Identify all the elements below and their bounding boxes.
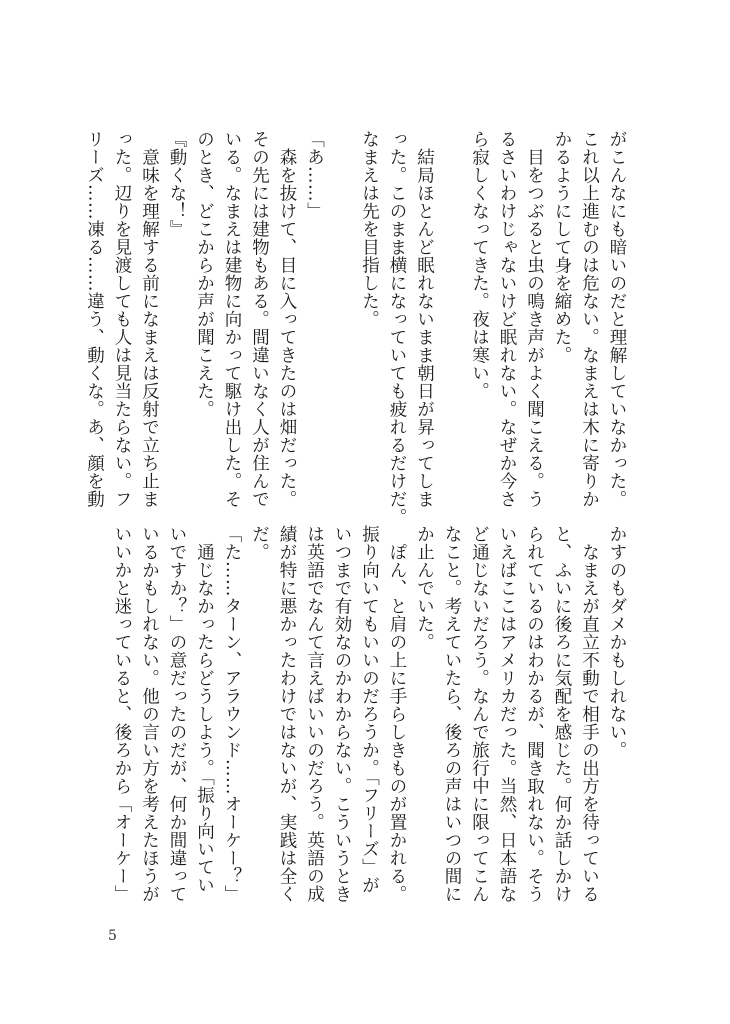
text-line: かるようにして身を縮めた。: [552, 130, 572, 364]
text-line: ぽん、と肩の上に手らしきものが置かれる。: [387, 525, 407, 903]
text-line: った。辺りを見渡しても人は見当たらない。フ: [112, 130, 132, 508]
text-line: いですか？」の意だったのだが、何か間違って: [167, 525, 187, 903]
text-line: いいかと迷っていると、後ろから「オーケー」: [112, 525, 132, 903]
text-line: 通じなかったらどうしよう。「振り向いてい: [194, 525, 215, 895]
text-line: これ以上進むのは危ない。なまえは木に寄りか: [579, 130, 600, 508]
text-line: リーズ……凍る……違う、動くな。あ、顔を動: [84, 130, 105, 508]
text-line: ど通じないだろう。なんで旅行中に限ってこん: [469, 525, 490, 903]
upper-text-block: [84, 130, 630, 526]
text-line: と、ふいに後ろに気配を感じた。何か話しかけ: [552, 525, 572, 903]
text-line: られているのはわかるが、聞き取れない。そう: [524, 525, 545, 903]
text-line: るさいわけじゃないけど眠れない。なぜか今さ: [497, 130, 517, 508]
text-line: 績が特に悪かったわけではないが、実践は全く: [277, 525, 297, 903]
text-line: 森を抜けて、目に入ってきたのは畑だった。: [277, 130, 297, 508]
text-line: なまえが直立不動で相手の出方を待っている: [579, 525, 600, 903]
text-line: 目をつぶると虫の鳴き声がよく聞こえる。う: [524, 130, 545, 508]
text-line: 『動くな！』: [167, 130, 187, 238]
text-line: のとき、どこからか声が聞こえた。: [194, 130, 215, 418]
text-line: いる。なまえは建物に向かって駆け出した。そ: [222, 130, 242, 508]
text-line: だ。: [249, 525, 270, 561]
blank-line: [438, 130, 466, 500]
text-line: いつまで有効なのかわからない。こういうとき: [332, 525, 352, 903]
blank-line: [328, 130, 356, 500]
text-line: ら寂しくなってきた。夜は寒い。: [469, 130, 490, 400]
page-number: 5: [108, 928, 117, 944]
lower-text-block: [102, 525, 630, 905]
text-line: 振り向いてもいいのだろうか。「フリーズ」が: [359, 525, 380, 895]
text-line: かすのもダメかもしれない。: [607, 525, 627, 759]
text-line: なこと。考えていたら、後ろの声はいつの間に: [442, 525, 462, 903]
text-line: いえばここはアメリカだった。当然、日本語な: [497, 525, 517, 903]
text-line: 意味を理解する前になまえは反射で立ち止ま: [139, 130, 160, 508]
text-line: いるかもしれない。他の言い方を考えたほうが: [139, 525, 160, 903]
text-line: 結局ほとんど眠れないまま朝日が昇ってしま: [414, 130, 435, 508]
text-line: った。このまま横になっていても疲れるだけだ。: [387, 130, 407, 526]
text-line: 「あ……」: [304, 130, 325, 220]
text-line: がこんなにも暗いのだと理解していなかった。: [607, 130, 627, 508]
text-line: 「た……ターン、アラウンド……オーケー？」: [222, 525, 242, 903]
text-line: なまえは先を目指した。: [359, 130, 380, 328]
text-line: は英語でなんて言えばいいのだろう。英語の成: [304, 525, 325, 903]
text-line: か止んでいた。: [414, 525, 435, 651]
text-line: その先には建物もある。間違いなく人が住んで: [249, 130, 270, 508]
